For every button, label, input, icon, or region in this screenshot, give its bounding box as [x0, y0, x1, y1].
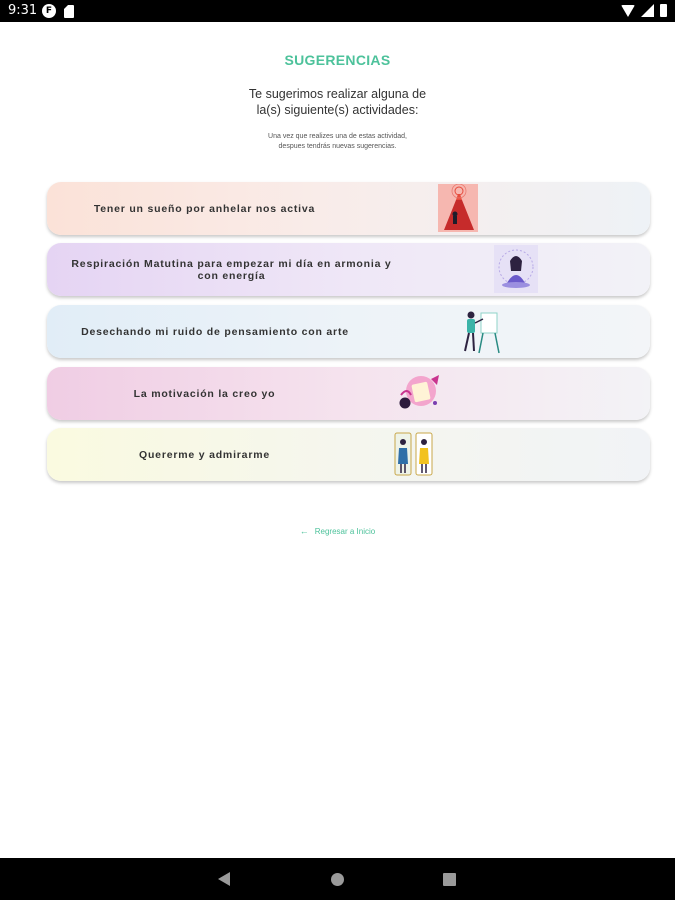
sd-card-icon — [64, 5, 74, 18]
activity-label — [59, 243, 404, 296]
status-time: 9:31 — [8, 3, 38, 18]
activity-card-motivation[interactable] — [47, 367, 650, 420]
painter-illustration-icon — [459, 307, 503, 355]
note-line-1: Una vez que realizes una de estas actividad, — [268, 133, 407, 140]
navigation-bar — [0, 858, 675, 900]
signal-icon — [641, 4, 654, 17]
page-title: SUGERENCIAS — [284, 52, 391, 68]
nav-home-icon[interactable] — [331, 873, 344, 886]
arrow-left-icon: ← — [299, 526, 309, 536]
activity-card-dream[interactable] — [47, 182, 650, 235]
activity-label: La motivación la creo yo — [133, 387, 276, 400]
volcano-illustration-icon — [438, 184, 478, 232]
nav-back-icon[interactable] — [218, 872, 230, 886]
mirror-self-love-illustration-icon — [392, 430, 436, 478]
app-notification-icon: F — [42, 4, 56, 18]
activity-label: Desechando mi ruido de pensamiento con arte — [81, 325, 349, 338]
activity-label: Quererme y admirarme — [139, 448, 270, 461]
status-bar — [0, 0, 675, 22]
activity-card-self-love[interactable] — [47, 428, 650, 481]
battery-icon — [660, 4, 667, 17]
page-subtitle — [0, 86, 675, 118]
motivation-illustration-icon — [397, 369, 441, 417]
subtitle-line-1: Te sugerimos realizar alguna de — [248, 87, 427, 101]
back-to-home-link[interactable] — [0, 526, 675, 536]
status-left-icons — [42, 4, 74, 18]
back-link-label: Regresar a Inicio — [314, 526, 376, 536]
subtitle-line-2: la(s) siguiente(s) actividades: — [256, 103, 419, 117]
meditation-illustration-icon — [494, 245, 538, 293]
activity-label-line-2: con energía — [197, 269, 266, 282]
nav-recent-apps-icon[interactable] — [443, 873, 456, 886]
activity-card-art[interactable] — [47, 305, 650, 358]
wifi-icon — [621, 5, 635, 17]
status-right-icons — [621, 4, 667, 17]
note-line-2: despues tendrás nuevas sugerencias. — [278, 143, 397, 150]
info-note — [0, 132, 675, 152]
activity-label-line-1: Respiración Matutina para empezar mi día en armonia y — [71, 257, 392, 270]
activity-card-breathing[interactable] — [47, 243, 650, 296]
activity-label: Tener un sueño por anhelar nos activa — [93, 202, 316, 215]
